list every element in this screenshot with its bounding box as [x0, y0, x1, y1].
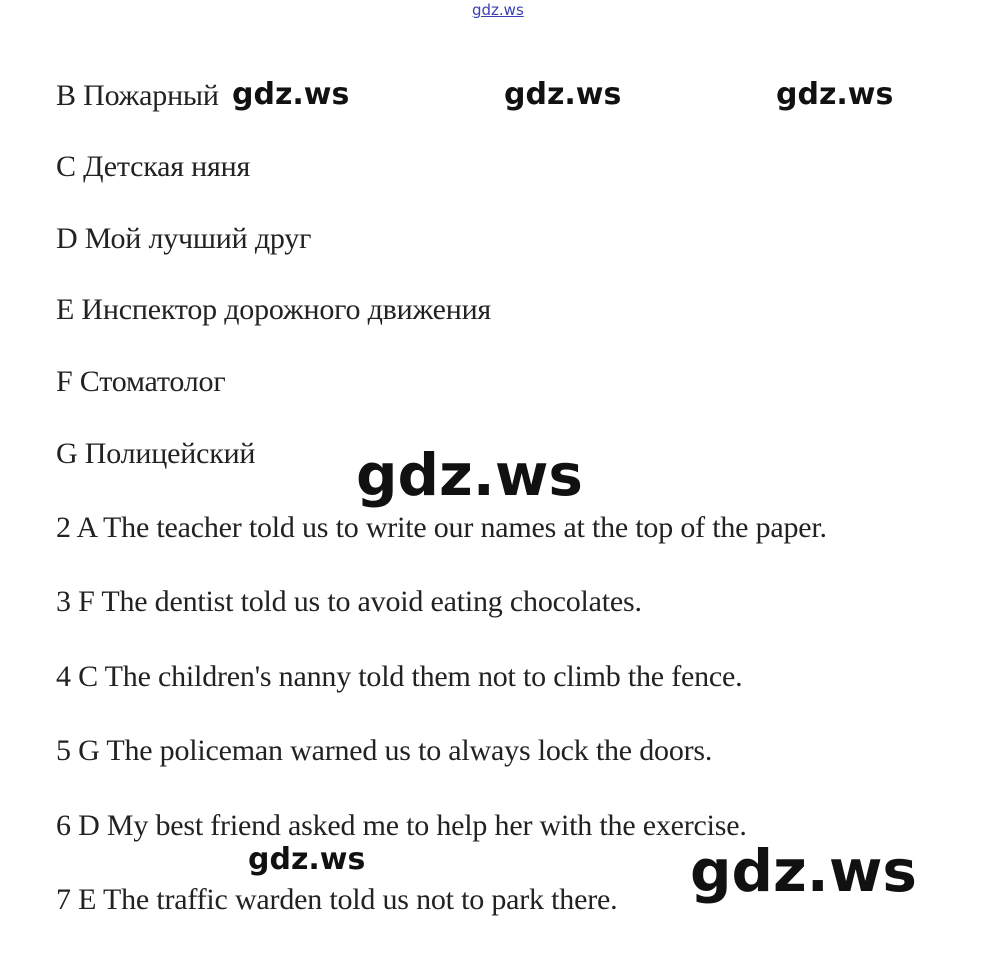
- watermark: gdz.ws: [504, 77, 622, 112]
- line-c-nanny: C Детская няня: [56, 150, 251, 183]
- watermark-top-link[interactable]: gdz.ws: [472, 1, 524, 19]
- watermark-large: gdz.ws: [356, 441, 583, 509]
- answer-5: 5 G The policeman warned us to always lock the doors.: [56, 734, 713, 767]
- answer-6: 6 D My best friend asked me to help her with the exercise.: [56, 809, 747, 842]
- line-b-firefighter: B Пожарный: [56, 79, 219, 112]
- watermark: gdz.ws: [232, 77, 350, 112]
- watermark: gdz.ws: [776, 77, 894, 112]
- answer-7: 7 E The traffic warden told us not to park there.: [56, 883, 618, 916]
- line-f-dentist: F Стоматолог: [56, 365, 226, 398]
- answer-3: 3 F The dentist told us to avoid eating chocolates.: [56, 585, 642, 618]
- watermark-large: gdz.ws: [690, 837, 917, 905]
- answer-2: 2 A The teacher told us to write our names at the top of the paper.: [56, 511, 827, 544]
- line-d-best-friend: D Мой лучший друг: [56, 222, 312, 255]
- line-e-traffic-inspector: E Инспектор дорожного движения: [56, 293, 492, 326]
- line-g-policeman: G Полицейский: [56, 437, 256, 470]
- watermark: gdz.ws: [248, 842, 366, 877]
- answer-4: 4 C The children's nanny told them not to climb the fence.: [56, 660, 743, 693]
